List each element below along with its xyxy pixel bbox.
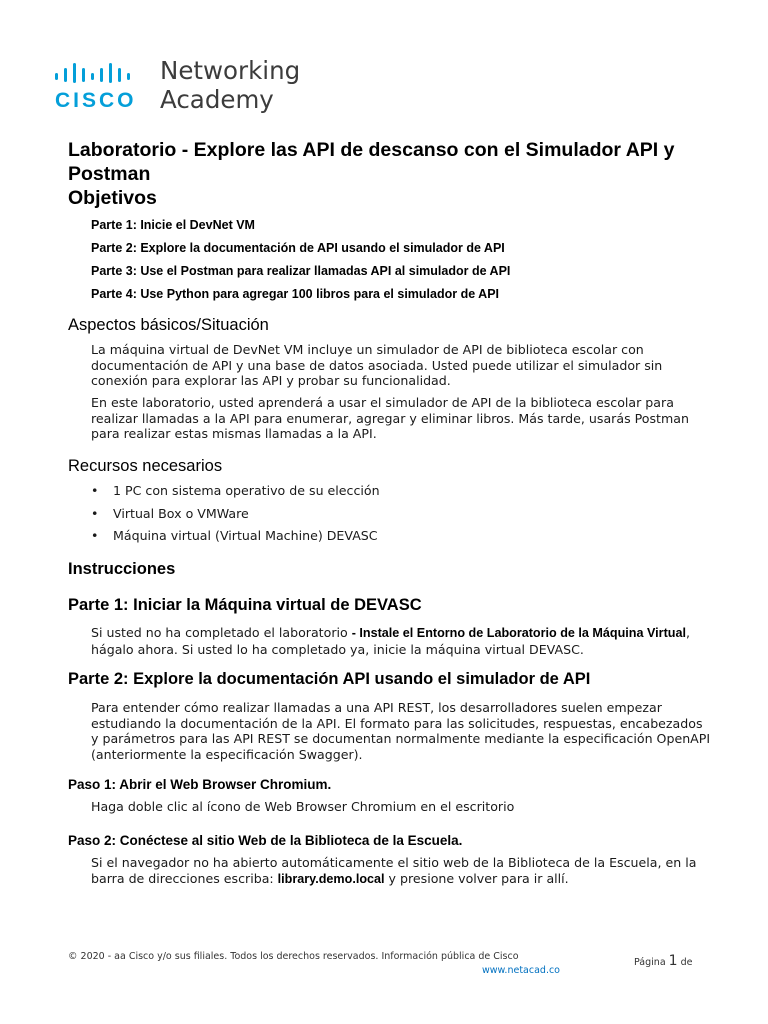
step2-text-after: y presione volver para ir allí.: [384, 870, 569, 886]
background-heading: Aspectos básicos/Situación: [68, 316, 269, 334]
objective-item: Parte 3: Use el Postman para realizar llamadas API al simulador de API: [91, 264, 511, 278]
logo-line-networking: Networking: [160, 56, 301, 85]
resource-item: • Virtual Box o VMWare: [91, 506, 380, 529]
step2-text-before: Si el navegador no ha abierto automáticamente el sitio web de la Biblioteca de la Escuela, en la barra de direcciones escriba:: [91, 855, 697, 886]
resource-item: • 1 PC con sistema operativo de su elección: [91, 483, 380, 506]
library-url: library.demo.local: [277, 871, 385, 886]
logo-line-academy: Academy: [160, 85, 274, 114]
page-label: Página: [634, 957, 666, 968]
part2-intro-paragraph: Para entender cómo realizar llamadas a una API REST, los desarrolladores suelen empezar estudiando la documentación de la API. El formato para las solicitudes, respuestas, encabezados y parámetros para las API REST se documentan normalmente mediante la especificación OpenAPI (anteriormente la especificación Swagger).: [91, 700, 711, 762]
part1-paragraph: [91, 625, 711, 657]
instructions-heading: Instrucciones: [68, 560, 176, 578]
step1-heading: Paso 1: Abrir el Web Browser Chromium.: [68, 777, 332, 792]
resource-item: • Máquina virtual (Virtual Machine) DEVASC: [91, 528, 380, 551]
page-number: 1: [668, 953, 678, 969]
page-suffix: de: [680, 957, 693, 968]
document-title: Laboratorio - Explore las API de descanso con el Simulador API y Postman: [68, 139, 675, 185]
objective-item: Parte 1: Inicie el DevNet VM: [91, 218, 255, 232]
part1-heading: Parte 1: Iniciar la Máquina virtual de DEVASC: [68, 596, 422, 614]
footer-netacad-link[interactable]: www.netacad.co: [482, 965, 560, 976]
cisco-bars-icon: [53, 62, 143, 84]
part1-lab-reference: - Instale el Entorno de Laboratorio de la Máquina Virtual: [351, 626, 686, 640]
step2-heading: Paso 2: Conéctese al sitio Web de la Biblioteca de la Escuela.: [68, 833, 463, 848]
objectives-list: [91, 218, 510, 310]
objectives-heading: Objetivos: [68, 187, 157, 209]
academy-wordmark: [160, 56, 300, 114]
part1-text-before: Si usted no ha completado el laboratorio: [91, 625, 352, 640]
part2-heading: Parte 2: Explore la documentación API usando el simulador de API: [68, 670, 591, 688]
resources-list: [91, 483, 380, 551]
footer-copyright: © 2020 - aa Cisco y/o sus filiales. Todos los derechos reservados. Información pública de Cisco: [68, 951, 519, 962]
objective-item: Parte 2: Explore la documentación de API usando el simulador de API: [91, 241, 505, 255]
objective-item: Parte 4: Use Python para agregar 100 libros para el simulador de API: [91, 287, 500, 301]
footer-page-number: [634, 953, 693, 969]
background-paragraph-1: La máquina virtual de DevNet VM incluye un simulador de API de biblioteca escolar con documentación de API y una base de datos asociada. Usted puede utilizar el simulador sin conexión para explorar las API y probar su funcionalidad.: [91, 342, 663, 388]
background-paragraph-2: En este laboratorio, usted aprenderá a usar el simulador de API de la biblioteca escolar para realizar llamadas a la API para enumerar, agregar y eliminar libros. Más tarde, usarás Postman para realizar estas mismas llamadas a la API.: [91, 395, 689, 441]
step1-paragraph: Haga doble clic al ícono de Web Browser Chromium en el escritorio: [91, 799, 515, 814]
part1-text-after: , hágalo ahora. Si usted lo ha completado ya, inicie la máquina virtual DEVASC.: [91, 625, 690, 657]
resources-heading: Recursos necesarios: [68, 457, 223, 475]
step2-paragraph: [91, 855, 711, 887]
cisco-wordmark: CISCO: [55, 89, 137, 112]
